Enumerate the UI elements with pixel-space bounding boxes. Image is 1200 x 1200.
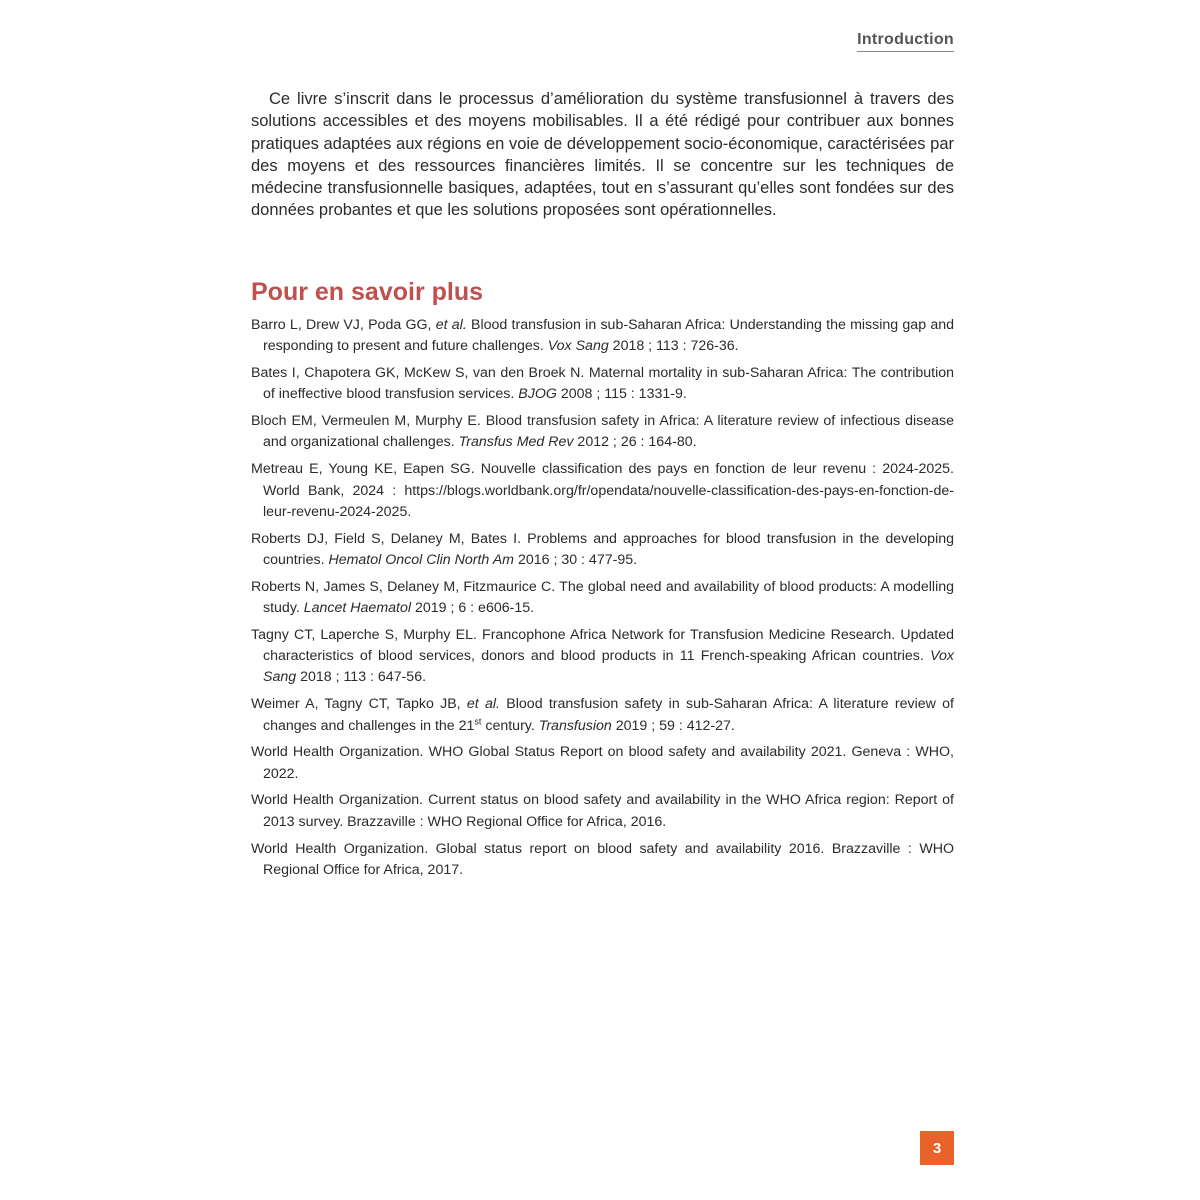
- ref-authors: Roberts N, James S, Delaney M, Fitzmaurice C.: [251, 578, 556, 595]
- reference-item: [251, 363, 954, 406]
- ref-journal: Hematol Oncol Clin North Am: [328, 551, 514, 568]
- ref-journal: Lancet Haematol: [303, 600, 412, 617]
- ref-details: 2016 ; 30 : 477-95.: [514, 551, 638, 568]
- ref-authors: World Health Organization.: [251, 840, 429, 857]
- ref-superscript: st: [474, 715, 482, 726]
- ref-journal: Vox Sang: [547, 338, 609, 355]
- section-title: Pour en savoir plus: [251, 278, 484, 306]
- reference-item: [251, 315, 954, 358]
- ref-details: 2012 ; 26 : 164-80.: [573, 434, 697, 451]
- ref-title: Current status on blood safety and availability in the WHO Africa region: Report of 2013 survey. Brazzaville : WHO Regional Office for Africa, 2016.: [263, 792, 954, 830]
- ref-authors: Metreau E, Young KE, Eapen SG.: [251, 461, 475, 478]
- ref-title: Francophone Africa Network for Transfusion Medicine Research. Updated characteristics of blood services, donors and blood products in 11 French-speaking African countries.: [263, 626, 954, 665]
- reference-item: [251, 839, 954, 882]
- ref-details: 2018 ; 113 : 647-56.: [296, 669, 427, 686]
- reference-item: [251, 411, 954, 454]
- ref-authors: Roberts DJ, Field S, Delaney M, Bates I.: [251, 530, 522, 547]
- ref-title: WHO Global Status Report on blood safety and availability 2021. Geneva : WHO, 2022.: [263, 744, 954, 782]
- ref-details: 2019 ; 6 : e606-15.: [411, 600, 535, 617]
- reference-item: [251, 790, 954, 833]
- reference-item: [251, 625, 954, 689]
- ref-authors: Tagny CT, Laperche S, Murphy EL.: [251, 626, 477, 643]
- ref-journal: Transfus Med Rev: [458, 434, 574, 451]
- ref-title: Problems and approaches for blood transfusion in the developing countries.: [263, 530, 955, 568]
- ref-title: Global status report on blood safety and availability 2016. Brazzaville : WHO Regional Office for Africa, 2017.: [263, 840, 954, 878]
- ref-journal: Vox Sang: [263, 648, 954, 686]
- ref-authors: World Health Organization.: [251, 744, 424, 761]
- reference-list: [251, 315, 954, 887]
- ref-title: Blood transfusion in sub-Saharan Africa: Understanding the missing gap and responding to present and future challenges.: [263, 317, 954, 355]
- reference-item: [251, 459, 954, 523]
- ref-journal: Transfusion: [538, 717, 612, 734]
- ref-authors: Bates I, Chapotera GK, McKew S, van den Broek N.: [251, 365, 585, 382]
- reference-item: [251, 742, 954, 785]
- ref-details: 2008 ; 115 : 1331-9.: [556, 386, 687, 403]
- ref-details: 2018 ; 113 : 726-36.: [608, 338, 739, 355]
- ref-details: 2019 ; 59 : 412-27.: [611, 717, 735, 734]
- ref-etal: et al.: [435, 317, 467, 333]
- ref-title-end: century.: [481, 717, 539, 734]
- ref-title: Maternal mortality in sub-Saharan Africa: The contribution of ineffective blood transfusion services.: [263, 365, 955, 403]
- ref-title: Nouvelle classification des pays en fonction de leur revenu : 2024-2025. World Bank, 2024 : https://blogs.worldbank.org/fr/opendata/nouvelle-classification-des-pays-en-fonction-de-leur-revenu-2024-2025.: [263, 461, 954, 520]
- ref-title: Blood transfusion safety in Africa: A literature review of infectious disease and organizational challenges.: [263, 413, 954, 451]
- ref-title: Blood transfusion safety in sub-Saharan Africa: A literature review of changes and challenges in the 21: [263, 696, 954, 734]
- reference-item: [251, 529, 954, 572]
- ref-authors: World Health Organization.: [251, 792, 424, 809]
- ref-authors: Barro L, Drew VJ, Poda GG,: [251, 317, 436, 333]
- ref-authors: Weimer A, Tagny CT, Tapko JB,: [251, 696, 467, 713]
- ref-etal: et al.: [466, 696, 501, 713]
- running-header: Introduction: [857, 31, 954, 52]
- ref-title: The global need and availability of blood products: A modelling study.: [263, 578, 954, 617]
- reference-item: [251, 577, 954, 620]
- page-number-badge: 3: [920, 1131, 954, 1165]
- ref-authors: Bloch EM, Vermeulen M, Murphy E.: [251, 413, 481, 430]
- reference-item: [251, 694, 954, 737]
- intro-paragraph: Ce livre s’inscrit dans le processus d’amélioration du système transfusionnel à travers des solutions accessibles et des moyens mobilisables. Il a été rédigé pour contribuer aux bonnes pratiques adaptées aux régions en voie de développement socio-économique, caractérisées par des moyens et des ressources financières limités. Il se concentre sur les techniques de médecine transfusionnelle basiques, adaptées, tout en s’assurant qu’elles sont fondées sur des données probantes et que les solutions proposées sont opérationnelles.: [251, 90, 954, 220]
- ref-journal: BJOG: [518, 386, 557, 403]
